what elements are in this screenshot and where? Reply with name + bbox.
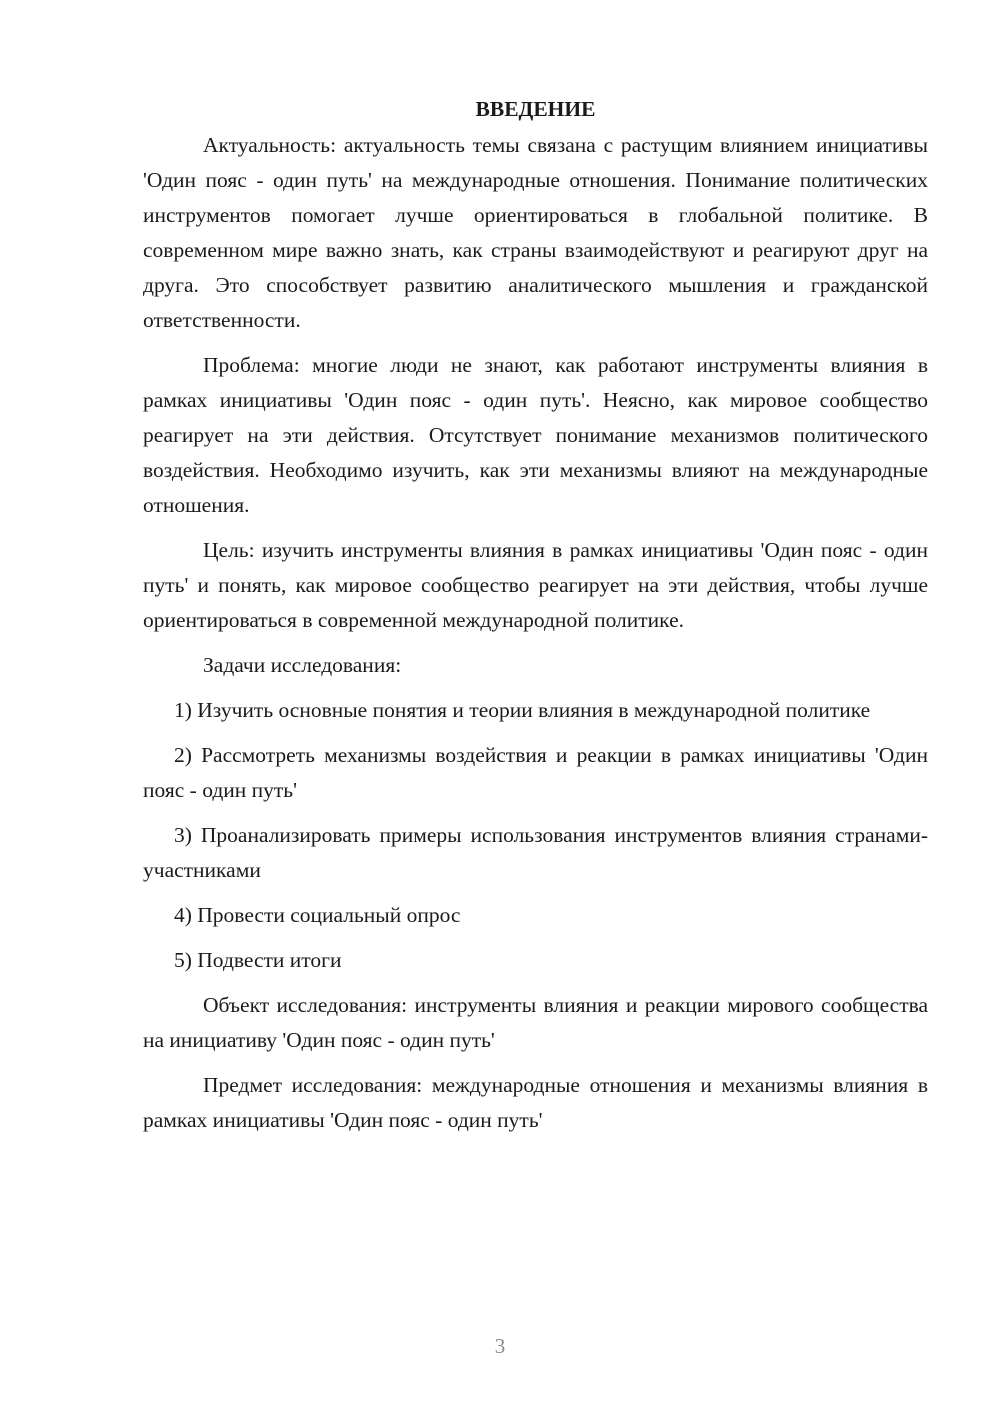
task-item: 5) Подвести итоги [174,948,342,972]
page-body [143,92,928,1148]
object-paragraph: Объект исследования: инструменты влияния и реакции мирового сообщества на инициативу 'Один пояс - один путь' [143,993,928,1052]
tasks-heading: Задачи исследования: [203,653,402,677]
problem-paragraph: Проблема: многие люди не знают, как работают инструменты влияния в рамках инициативы 'Один пояс - один путь'. Неясно, как мировое сообщество реагирует на эти действия. Отсутствует понимание механизмов политического воздействия. Необходимо изучить, как эти механизмы влияют на международные отношения. [143,353,928,517]
task-item: 4) Провести социальный опрос [174,903,461,927]
task-item: 3) Проанализировать примеры использования инструментов влияния странами-участниками [143,823,928,882]
page-number: 3 [494,1334,506,1358]
subject-paragraph: Предмет исследования: международные отношения и механизмы влияния в рамках инициативы 'Один пояс - один путь' [143,1073,928,1132]
goal-paragraph: Цель: изучить инструменты влияния в рамках инициативы 'Один пояс - один путь' и понять, как мировое сообщество реагирует на эти действия, чтобы лучше ориентироваться в современной международной политике. [143,538,928,632]
relevance-paragraph: Актуальность: актуальность темы связана с растущим влиянием инициативы 'Один пояс - один путь' на международные отношения. Понимание политических инструментов помогает лучше ориентироваться в глобальной политике. В современном мире важно знать, как страны взаимодействуют и реагируют друг на друга. Это способствует развитию аналитического мышления и гражданской ответственности. [143,133,928,332]
task-item: 1) Изучить основные понятия и теории влияния в международной политике [174,698,871,722]
section-title: ВВЕДЕНИЕ [475,97,596,121]
task-item: 2) Рассмотреть механизмы воздействия и реакции в рамках инициативы 'Один пояс - один путь' [143,743,928,802]
